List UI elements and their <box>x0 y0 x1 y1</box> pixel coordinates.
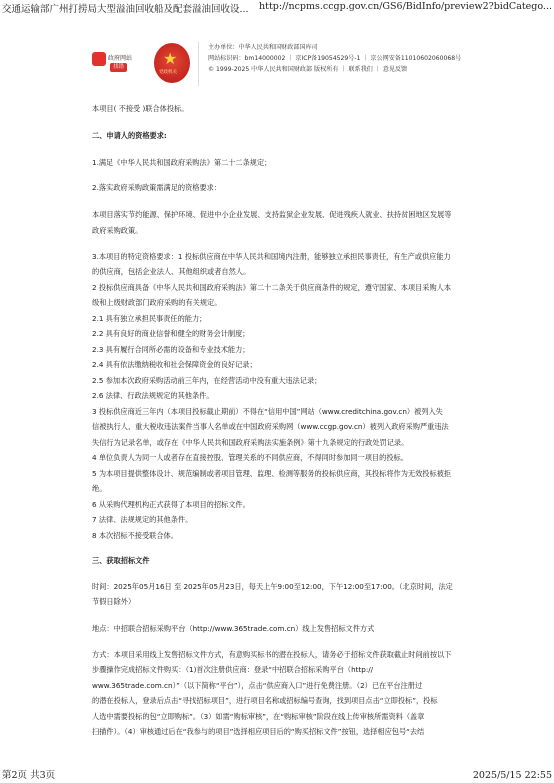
text-line: 2.5 参加本次政府采购活动前三年内，在经营活动中没有重大违法记录； <box>92 376 322 385</box>
seal-caption: 党政机关 <box>159 70 177 75</box>
text-line: 7 法律、法规规定的其他条件。 <box>92 515 193 524</box>
text-line: 时间：2025年05月16日 至 2025年05月23日，每天上午9:00至12:00，下午12:00至17:00。（北京时间，法定 <box>92 582 453 591</box>
text-line: 方式：本项目采用线上发售招标文件方式，有意购买标书的潜在投标人，请务必于招标文件获取截止时间前按以下 <box>92 650 452 659</box>
party-gov-seal-logo[interactable] <box>154 43 190 83</box>
text-line: 级和上级财政部门政府采购的有关规定。 <box>92 298 222 307</box>
text-line: 2.6 法律、行政法规规定的其他条件。 <box>92 391 214 400</box>
site-copyright: © 1999-2025 中华人民共和国财政部 版权所有 ｜ 联系我们 ｜ 意见反馈 <box>208 66 408 74</box>
text-line: 2.4 具有依法缴纳税收和社会保障资金的良好记录； <box>92 360 257 369</box>
text-line: 6 从采购代理机构正式获得了本项目的招标文件。 <box>92 500 250 509</box>
text-line: 步骤操作完成招标文件购买：（1)首次注册供应商：登录“中招联合招标采购平台（http:// <box>92 665 374 674</box>
text-line: 的潜在投标人，登录后点击“寻找招标项目”，进行项目名称或招标编号查询，找到项目点击“立即投标”，投标 <box>92 696 438 705</box>
print-title: 交通运输部广州打捞局大型溢油回收船及配套溢油回收设... <box>2 4 249 15</box>
text-line: 4 单位负责人为同一人或者存在直接控股、管理关系的不同供应商，不得同时参加同一项目的投标。 <box>92 453 408 462</box>
site-header <box>92 40 512 88</box>
text-line: 的供应商，包括企业法人、其他组织或者自然人。 <box>92 267 251 276</box>
print-datetime: 2025/5/15 22:55 <box>472 770 552 781</box>
text-line: 8 本次招标不接受联合体。 <box>92 531 178 540</box>
print-header <box>0 0 554 14</box>
text-line: 节假日除外） <box>92 597 136 606</box>
text-line: 绝。 <box>92 484 107 493</box>
gov-site-badge-icon <box>92 52 106 66</box>
site-owner: 主办单位：中华人民共和国财政部国库司 <box>208 44 318 51</box>
text-line: 2.落实政府采购政策需满足的资格要求： <box>92 183 222 192</box>
text-line: 1.满足《中华人民共和国政府采购法》第二十二条规定； <box>92 158 272 167</box>
star-icon: ★ <box>163 49 178 68</box>
logo-primary-text: 政府网站 <box>108 55 133 62</box>
text-line: 3.本项目的特定资格要求：1 投标供应商在中华人民共和国境内注册，能够独立承担民事责任，有生产或供应能力 <box>92 252 451 261</box>
text-line: 政府采购政策。 <box>92 226 143 235</box>
text-line: 人选中需要投标的包“立即购标”。（3）如需“购标审核”，在“购标审核”阶段在线上传审核所需资料（盖章 <box>92 712 425 721</box>
text-line: 本项目落实节约能源、保护环境、促进中小企业发展、支持监狱企业发展、促进残疾人就业、扶持贫困地区发展等 <box>92 210 452 219</box>
header-divider <box>198 42 199 86</box>
text-line: 2.2 具有良好的商业信誉和健全的财务会计制度； <box>92 329 250 338</box>
section-heading: 二、申请人的资格要求: <box>92 131 167 140</box>
text-line: 2 投标供应商具备《中华人民共和国政府采购法》第二十二条关于供应商条件的规定，遵守国家、本项目采购人本 <box>92 283 452 292</box>
text-line: 扫描件）。（4）审核通过后在“我参与的项目”选择相应项目后的“购买招标文件”按钮，选择相应包号“去结 <box>92 727 425 736</box>
text-line: 地点：中招联合招标采购平台（http://www.365trade.com.cn）线上发售招标文件方式 <box>92 624 375 633</box>
page-indicator: 第2页 共3页 <box>2 770 56 781</box>
site-info <box>208 42 461 76</box>
text-line: 3 投标供应商近三年内（本项目投标截止期前）不得在“信用中国”网站（www.creditchina.gov.cn）被列入失 <box>92 407 443 416</box>
text-line: 5 为本项目提供整体设计、规范编制或者项目管理、监理、检测等服务的投标供应商，其投标将作为无效投标被拒 <box>92 469 452 478</box>
text-line: www.365trade.com.cn）”（以下简称“平台”），点击“供应商入口”进行免费注册。（2）已在平台注册过 <box>92 681 423 690</box>
text-line: 失信行为记录名单，或存在《中华人民共和国政府采购法实施条例》第十九条规定的行政处罚记录。 <box>92 438 409 447</box>
text-line: 2.1 具有独立承担民事责任的能力； <box>92 314 207 323</box>
text-line: 2.3 具有履行合同所必需的设备和专业技术能力； <box>92 345 250 354</box>
text-line: 信被执行人、重大税收违法案件当事人名单或在中国政府采购网（www.ccgp.gov.cn）被列入政府采购严重违法 <box>92 422 449 431</box>
gov-site-error-logo[interactable] <box>92 50 144 82</box>
site-registration: 网站标识码：bm14000002 ｜ 京ICP备19054529号-1 ｜ 京公网安备11010602060068号 <box>208 55 462 63</box>
text-line: 本项目( 不接受 )联合体投标。 <box>92 104 189 113</box>
section-heading: 三、获取招标文件 <box>92 556 150 565</box>
print-footer <box>0 769 554 783</box>
logo-primary-tag: 找错 <box>110 63 127 72</box>
print-url: http://ncpms.ccgp.gov.cn/GS6/BidInfo/preview2?bidCatego... <box>259 1 552 12</box>
